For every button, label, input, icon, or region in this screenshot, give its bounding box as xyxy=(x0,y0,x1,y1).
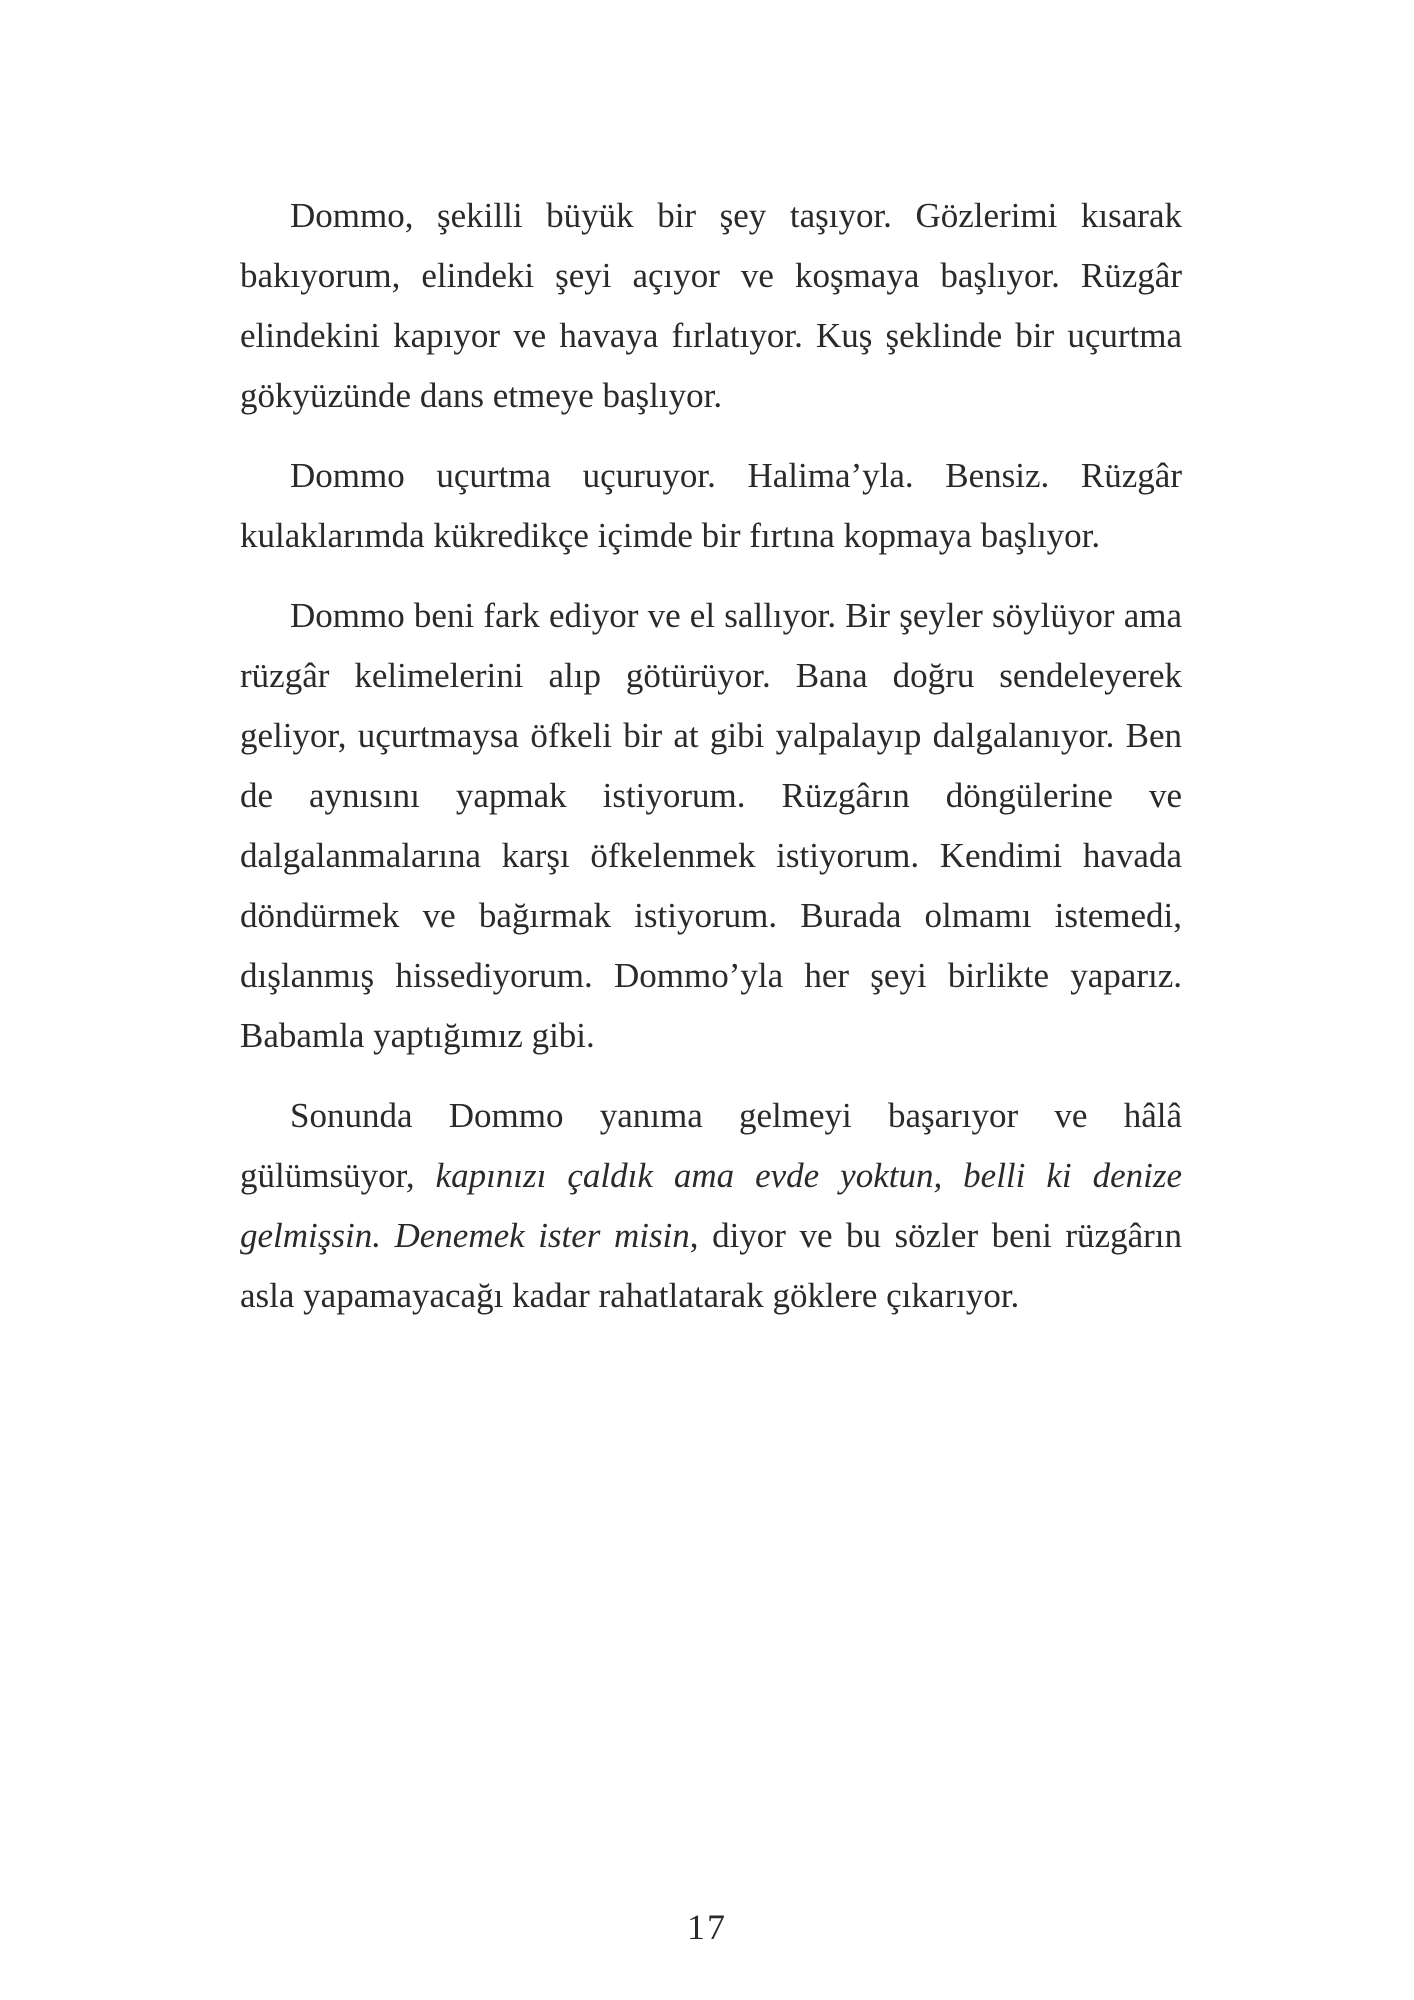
paragraph-1: Dommo, şekilli büyük bir şey taşıyor. Gözlerimi kısarak bakıyorum, elindeki şeyi açıyor ve koşmaya başlıyor. Rüzgâr elindekini kapıyor ve havaya fırlatıyor. Kuş şeklinde bir uçurtma gökyüzünde dans etmeye başlıyor. xyxy=(240,196,1182,415)
paragraph-4 xyxy=(240,1086,1182,1326)
paragraph-4-italic-speech: kapınızı çaldık ama evde yoktun, belli ki denize gelmişsin. Denemek ister misin xyxy=(240,1156,1182,1255)
paragraph-3: Dommo beni fark ediyor ve el sallıyor. Bir şeyler söylüyor ama rüzgâr kelimelerini alıp götürüyor. Bana doğru sendeleyerek geliyor, uçurtmaysa öfkeli bir at gibi yalpalayıp dalgalanıyor. Ben de aynısını yapmak istiyorum. Rüzgârın döngülerine ve dalgalanmalarına karşı öfkelenmek istiyorum. Kendimi havada döndürmek ve bağırmak istiyorum. Burada olmamı istemedi, dışlanmış hissediyorum. Dommo’yla her şeyi birlikte yaparız. Babamla yaptığımız gibi. xyxy=(240,596,1182,1055)
paragraph-2: Dommo uçurtma uçuruyor. Halima’yla. Bensiz. Rüzgâr kulaklarımda kükredikçe içimde bir fırtına kopmaya başlıyor. xyxy=(240,456,1182,555)
paragraph-4-lead: Sonunda Dommo yanıma gelmeyi başarıyor ve hâlâ gülümsüyor, xyxy=(240,1096,1182,1195)
paragraph-4-tail: , diyor ve bu sözler beni rüzgârın asla yapamayacağı kadar rahatlatarak göklere çıkarıyor. xyxy=(240,1216,1182,1315)
page-number: 17 xyxy=(687,1907,727,1947)
body-text xyxy=(240,186,1182,1346)
